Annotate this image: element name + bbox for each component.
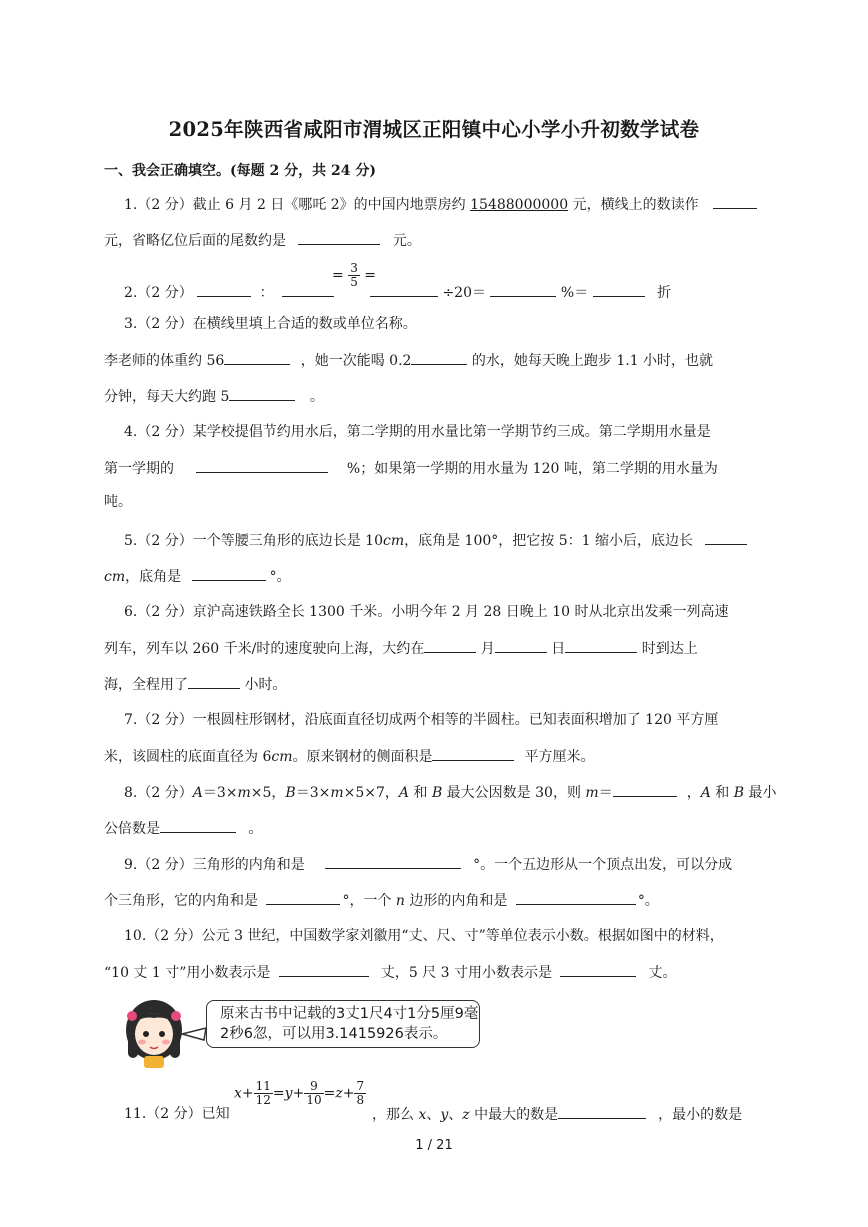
question-9-line-1: 9.（2 分）三角形的内角和是 °。一个五边形从一个顶点出发，可以分成 — [124, 854, 732, 875]
question-10-line-2: “10 丈 1 寸”用小数表示是 丈，5 尺 3 寸用小数表示是 丈。 — [104, 962, 676, 983]
answer-blank[interactable] — [192, 566, 266, 581]
answer-blank[interactable] — [495, 638, 547, 653]
question-2-rest — [370, 282, 671, 303]
answer-blank[interactable] — [516, 890, 636, 905]
q7-text-2: 。原来钢材的侧面积是 — [292, 749, 433, 765]
answer-blank[interactable] — [370, 282, 438, 297]
question-8-line-1: 8.（2 分）A＝3×m×5，B＝3×m×5×7，A 和 B 最大公因数是 30，则 m＝ ，A 和 B 最小 — [124, 782, 776, 803]
question-11-rest: ，那么 x、y、z 中最大的数是 ，最小的数是 — [372, 1104, 742, 1125]
answer-blank[interactable] — [613, 782, 677, 797]
question-8-line-2: 公倍数是 。 — [104, 818, 262, 839]
question-3-line-1: 3.（2 分）在横线里填上合适的数或单位名称。 — [124, 316, 417, 332]
q1-number: 15488000000 — [470, 197, 569, 213]
q7-text: 米，该圆柱的底面直径为 6 — [104, 749, 272, 765]
question-6-line-2 — [104, 638, 698, 659]
q3-text-4: 分钟，每天大约跑 5 — [104, 389, 230, 405]
q3-text-5: 。 — [309, 389, 324, 405]
q5-unit-2: cm — [104, 569, 126, 585]
q11-equation: x+ $\frac{11}{12}$ =y+ $\frac{9}{10}$ =z+ $\frac{7}{8}$ — [234, 1079, 365, 1107]
page-title: 2025年陕西省咸阳市渭城区正阳镇中心小学小升初数学试卷 — [168, 118, 700, 141]
q1-text-4: 元。 — [392, 233, 421, 249]
question-1-line-2 — [104, 230, 421, 251]
q3-text: 李老师的体重约 56 — [104, 353, 225, 369]
q5-text-2: ，底角是 100°，把它按 5：1 缩小后，底边长 — [404, 533, 693, 549]
q2-text: 2.（2 分） — [124, 285, 193, 301]
q6-text-3: 海，全程用了 — [104, 677, 188, 693]
answer-blank[interactable] — [279, 962, 369, 977]
answer-blank[interactable] — [282, 282, 334, 297]
answer-blank[interactable] — [558, 1104, 646, 1119]
answer-blank[interactable] — [432, 746, 514, 761]
question-4-line-1: 4.（2 分）某学校提倡节约用水后，第二学期的用水量比第一学期节约三成。第二学期用水量是 — [124, 424, 711, 440]
question-3-line-2 — [104, 350, 713, 371]
question-6-line-3 — [104, 674, 286, 695]
q1-text-3: 元，省略亿位后面的尾数约是 — [104, 233, 286, 249]
answer-blank[interactable] — [224, 350, 290, 365]
q3-text-3: 的水，她每天晚上跑步 1.1 小时，也就 — [467, 353, 714, 369]
answer-blank[interactable] — [197, 282, 251, 297]
question-10-line-1: 10.（2 分）公元 3 世纪，中国数学家刘徽用“丈、尺、寸”等单位表示小数。根据如图中的材料， — [124, 928, 724, 944]
girl-illustration — [118, 994, 212, 1070]
answer-blank[interactable] — [325, 854, 461, 869]
q6-month: 月 — [480, 641, 495, 657]
section-heading: 一、我会正确填空。(每题 2 分，共 24 分) — [104, 163, 376, 179]
speech-bubble-text: 原来古书中记载的3丈1尺4寸1分5厘9毫2秒6忽，可以用3.1415926表示。 — [220, 1006, 479, 1042]
q2-div: ÷20＝ — [442, 285, 486, 301]
q2-pct: %＝ — [560, 285, 589, 301]
question-7-line-1: 7.（2 分）一根圆柱形钢材，沿底面直径切成两个相等的半圆柱。已知表面积增加了 120 平方厘 — [124, 712, 719, 728]
question-9-line-2: 个三角形，它的内角和是 °，一个 n 边形的内角和是 °。 — [104, 890, 659, 911]
answer-blank[interactable] — [424, 638, 476, 653]
question-2 — [124, 282, 334, 303]
answer-blank[interactable] — [705, 530, 747, 545]
var-n: n — [395, 893, 405, 909]
answer-blank[interactable] — [196, 458, 328, 473]
answer-blank[interactable] — [298, 230, 380, 245]
q6-day: 日 — [551, 641, 566, 657]
page-number: 1 / 21 — [415, 1138, 453, 1153]
q5-unit: cm — [382, 533, 405, 549]
question-4-line-3: 吨。 — [104, 494, 132, 510]
question-1-line-1 — [124, 194, 757, 215]
answer-blank[interactable] — [411, 350, 467, 365]
q5-text-3: ，底角是 — [125, 569, 182, 585]
q7-unit: cm — [271, 749, 293, 765]
q6-text-2: 时到达上 — [641, 641, 698, 657]
q2-zhe: 折 — [657, 285, 672, 301]
q4-text-2: %；如果第一学期的用水量为 120 吨，第二学期的用水量为 — [346, 461, 718, 477]
q6-text-4: 小时。 — [244, 677, 287, 693]
answer-blank[interactable] — [565, 638, 637, 653]
answer-blank[interactable] — [229, 386, 295, 401]
fraction-3-5: $\frac{3}{5}$ — [350, 261, 358, 289]
question-4-line-2 — [104, 458, 718, 479]
answer-blank[interactable] — [160, 818, 236, 833]
q4-text: 第一学期的 — [104, 461, 174, 477]
answer-blank[interactable] — [560, 962, 636, 977]
var-a: A — [192, 785, 203, 801]
question-11-start: 11.（2 分）已知 — [124, 1106, 230, 1122]
var-b: B — [285, 785, 296, 801]
question-6-line-1: 6.（2 分）京沪高速铁路全长 1300 千米。小明今年 2 月 28 日晚上 10 时从北京出发乘一列高速 — [124, 604, 729, 620]
answer-blank[interactable] — [188, 674, 240, 689]
q2-colon: ： — [259, 285, 274, 301]
question-5-line-1 — [124, 530, 747, 551]
answer-blank[interactable] — [593, 282, 645, 297]
q6-text: 列车，列车以 260 千米/时的速度驶向上海，大约在 — [104, 641, 425, 657]
q2-eq: = — [332, 267, 344, 284]
q1-text-2: 元，横线上的数读作 — [568, 197, 699, 213]
q3-text-2: ，她一次能喝 0.2 — [300, 353, 412, 369]
answer-blank[interactable] — [266, 890, 340, 905]
fraction-9-10: $\frac{9}{10}$ — [306, 1079, 322, 1107]
fraction-11-12: $\frac{11}{12}$ — [255, 1079, 271, 1107]
q5-text-4: °。 — [269, 569, 291, 585]
var-m: m — [237, 785, 251, 801]
q2-eq-2: = — [364, 267, 377, 284]
q1-text: 1.（2 分）截止 6 月 2 日《哪吒 2》的中国内地票房约 — [124, 197, 471, 213]
q5-text: 5.（2 分）一个等腰三角形的底边长是 10 — [124, 533, 383, 549]
question-3-line-3 — [104, 386, 324, 407]
q7-text-3: 平方厘米。 — [524, 749, 595, 765]
question-5-line-2 — [104, 566, 291, 587]
answer-blank[interactable] — [713, 194, 757, 209]
answer-blank[interactable] — [490, 282, 556, 297]
question-7-line-2 — [104, 746, 594, 767]
fraction-7-8: $\frac{7}{8}$ — [356, 1079, 365, 1107]
